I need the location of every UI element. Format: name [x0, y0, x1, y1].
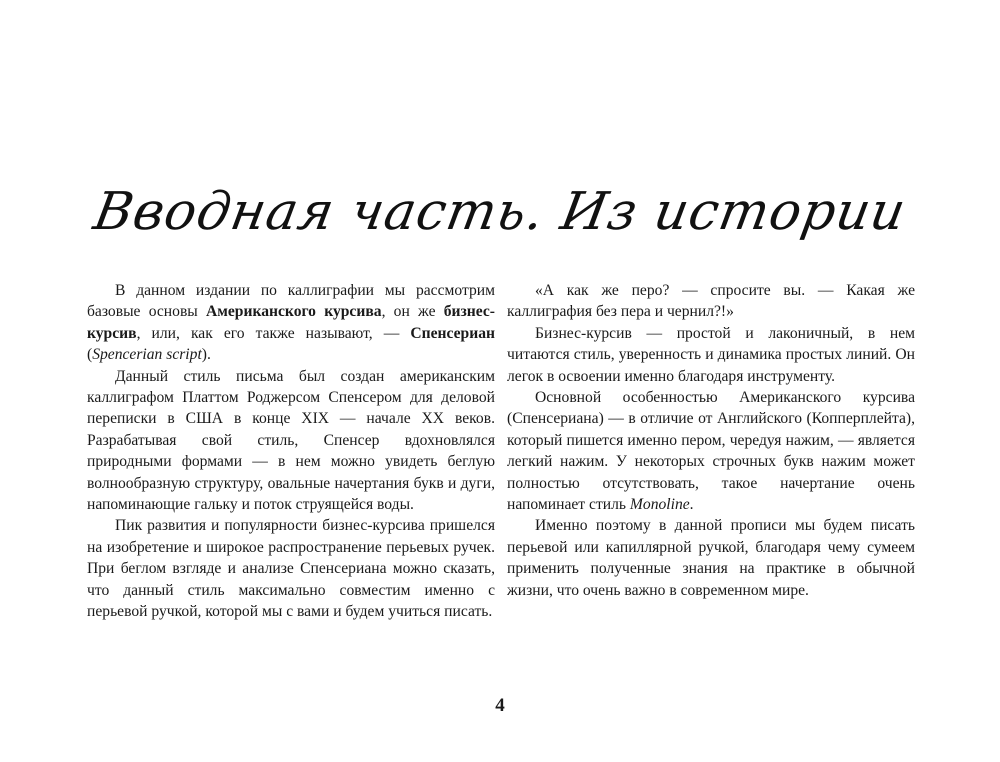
left-column: [87, 280, 495, 623]
bold-term: бизнес-курсив: [87, 303, 495, 342]
paragraph: [507, 387, 915, 515]
text-run: , или, как его также называют, —: [136, 324, 411, 342]
paragraph: «А как же перо? — спросите вы. — Какая же каллиграфия без пера и чернил?!»: [507, 282, 915, 321]
text-run: Основной особенностью Американского курсива (Спенсериана) — в отличие от Английского (Копперплейта), который пишется именно пером, чередуя нажим, — является легкий нажим. У некоторых строчных букв нажим может полностью отсутствовать, такое начертание очень напоминает стиль: [507, 389, 915, 514]
italic-term: Monoline: [629, 496, 690, 514]
text-run: .: [689, 496, 694, 514]
paragraph: Бизнес-курсив — простой и лаконичный, в нем читаются стиль, уверенность и динамика простых линий. Он легок в освоении именно благодаря инструменту.: [507, 324, 915, 385]
text-run: В данном издании по каллиграфии мы рассмотрим базовые основы: [87, 282, 495, 321]
paragraph: [87, 280, 495, 366]
page-number: 4: [495, 695, 505, 716]
bold-term: Спенсериан: [410, 324, 495, 342]
italic-term: Spencerian script: [92, 346, 202, 364]
page-title: Вводная часть. Из истории: [89, 182, 911, 242]
paragraph: Пик развития и популярности бизнес-курсива пришелся на изобретение и широкое распространение перьевых ручек. При беглом взгляде и анализе Спенсериана можно сказать, что данный стиль максимально совместим именно с перьевой ручкой, которой мы с вами и будем учиться писать.: [87, 517, 495, 621]
bold-term: Американского курсива: [206, 303, 382, 321]
text-run: ).: [201, 346, 211, 364]
text-run: (: [87, 346, 93, 364]
text-run: , он же: [381, 303, 444, 321]
right-column: [507, 280, 915, 601]
paragraph: Именно поэтому в данной прописи мы будем писать перьевой или капиллярной ручкой, благодаря чему сумеем применить полученные знания на практике в обычной жизни, что очень важно в современном мире.: [507, 517, 915, 599]
paragraph: Данный стиль письма был создан американским каллиграфом Платтом Роджерсом Спенсером для деловой переписки в США в конце XIX — начале XX веков. Разрабатывая свой стиль, Спенсер вдохновлялся природными формами — в нем можно увидеть беглую волнообразную структуру, овальные начертания букв и дуги, напоминающие гальку и поток струящейся воды.: [87, 367, 495, 514]
